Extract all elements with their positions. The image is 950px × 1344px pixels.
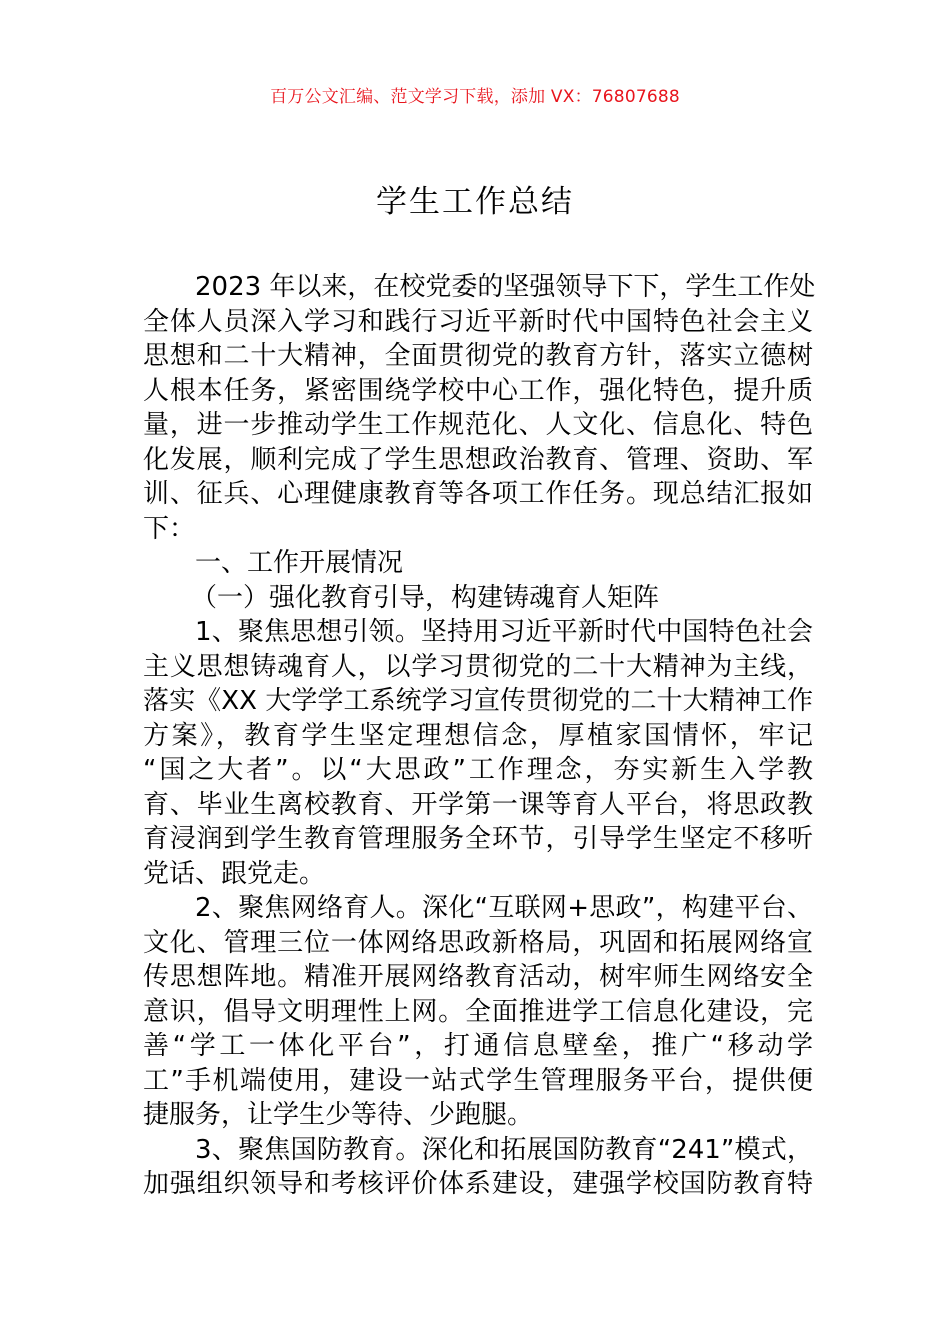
document-body <box>143 270 816 1202</box>
paragraph-item2-line: 善“学工一体化平台”，打通信息壁垒，推广“移动学 <box>143 1031 813 1061</box>
paragraph-intro-line: 2023 年以来，在校党委的坚强领导下下，学生工作处 <box>195 272 816 302</box>
paragraph-item2-line: 意识，倡导文明理性上网。全面推进学工信息化建设，完 <box>143 996 813 1027</box>
paragraph-item1-line: “国之大者”。以“大思政”工作理念，夯实新生入学教 <box>143 755 813 785</box>
paragraph-item1-line: 落实《XX 大学学工系统学习宣传贯彻党的二十大精神工作 <box>143 686 813 716</box>
paragraph-intro-line: 量，进一步推动学生工作规范化、人文化、信息化、特色 <box>143 410 813 440</box>
header-watermark-note: 百万公文汇编、范文学习下载，添加 VX：76807688 <box>270 87 680 107</box>
subsection-heading: （一）强化教育引导，构建铸魂育人矩阵 <box>191 582 660 613</box>
paragraph-intro-line: 人根本任务，紧密围绕学校中心工作，强化特色，提升质 <box>143 375 813 406</box>
paragraph-intro-line: 下： <box>143 513 196 544</box>
paragraph-item2-line: 工”手机端使用，建设一站式学生管理服务平台，提供便 <box>143 1065 813 1096</box>
paragraph-item2-line: 2、聚焦网络育人。深化“互联网+思政”，构建平台、 <box>195 893 813 923</box>
paragraph-intro-line: 化发展，顺利完成了学生思想政治教育、管理、资助、军 <box>143 444 813 475</box>
document-title: 学生工作总结 <box>376 184 574 220</box>
paragraph-item1-line: 主义思想铸魂育人，以学习贯彻党的二十大精神为主线， <box>143 651 813 682</box>
paragraph-item2-line: 文化、管理三位一体网络思政新格局，巩固和拓展网络宣 <box>143 927 813 958</box>
paragraph-item3-line: 加强组织领导和考核评价体系建设，建强学校国防教育特 <box>143 1169 813 1199</box>
paragraph-item1-line: 党话、跟党走。 <box>143 858 326 889</box>
paragraph-item1-line: 育、毕业生离校教育、开学第一课等育人平台，将思政教 <box>143 789 813 820</box>
paragraph-intro-line: 训、征兵、心理健康教育等各项工作任务。现总结汇报如 <box>143 479 813 509</box>
section-heading: 一、工作开展情况 <box>195 548 404 578</box>
paragraph-item2-line: 捷服务，让学生少等待、少跑腿。 <box>143 1100 534 1130</box>
paragraph-intro-line: 思想和二十大精神，全面贯彻党的教育方针，落实立德树 <box>143 341 813 371</box>
paragraph-item2-line: 传思想阵地。精准开展网络教育活动，树牢师生网络安全 <box>143 962 813 992</box>
paragraph-item3-line: 3、聚焦国防教育。深化和拓展国防教育“241”模式， <box>195 1134 813 1165</box>
paragraph-item1-line: 育浸润到学生教育管理服务全环节，引导学生坚定不移听 <box>143 824 813 854</box>
paragraph-item1-line: 1、聚焦思想引领。坚持用习近平新时代中国特色社会 <box>195 617 813 647</box>
paragraph-intro-line: 全体人员深入学习和践行习近平新时代中国特色社会主义 <box>143 306 813 337</box>
paragraph-item1-line: 方案》，教育学生坚定理想信念，厚植家国情怀，牢记 <box>143 720 813 751</box>
